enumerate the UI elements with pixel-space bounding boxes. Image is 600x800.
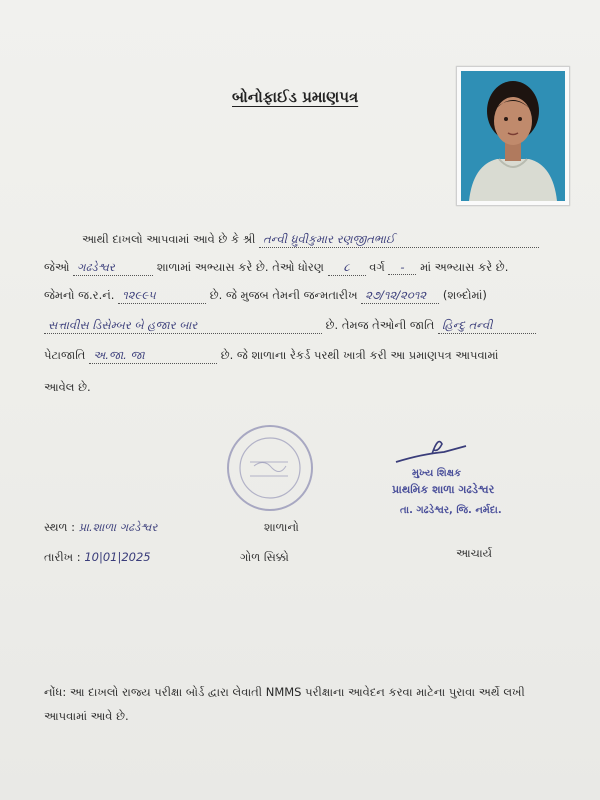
- certificate-title: બોનોફાઈડ પ્રમાણપત્ર: [232, 88, 359, 106]
- line-closing: આવેલ છે.: [44, 380, 91, 394]
- birth-date: ૨૭/૧૨/૨૦૧૨: [361, 288, 439, 304]
- caste-value: હિન્દુ તન્વી: [438, 318, 536, 334]
- place-label: સ્થળ :: [44, 520, 76, 534]
- stamp-line-1: મુખ્ય શિક્ષક: [412, 468, 462, 479]
- school-place: ગઢડેશ્વર: [73, 260, 153, 276]
- line4-mid: છે. તેમજ તેઓની જાતિ: [325, 318, 435, 332]
- birth-date-words: સત્તાવીસ ડિસેમ્બર બે હજાર બાર: [44, 318, 322, 334]
- date-row: [44, 550, 204, 565]
- subcaste-value: અ.જા. જા: [89, 348, 217, 364]
- line-birthwords: [44, 318, 536, 334]
- stamp-line-2: પ્રાથમિક શાળા ગઢડેશ્વર: [392, 483, 495, 496]
- line2-mid2: વર્ગ: [369, 260, 385, 274]
- line2-suffix: માં અભ્યાસ કરે છે.: [420, 260, 509, 274]
- line-register: [44, 288, 487, 304]
- place-value: પ્રા.શાળા ગઢડેશ્વર: [78, 520, 158, 534]
- line3-mid: છે. જે મુજબ તેમની જન્મતારીખ: [209, 288, 358, 302]
- line-subcaste: [44, 348, 498, 364]
- line5-suffix: છે. જે શાળાના રેકર્ડ પરથી ખાત્રી કરી આ પ્રમાણપત્ર આપવામાં: [220, 348, 499, 362]
- student-name: તન્વી ધ્રુવીકુમાર રણજીતભાઈ: [259, 232, 539, 248]
- principal-stamp: [392, 432, 552, 516]
- line-name: [82, 232, 539, 248]
- register-number: ૧૨૯૯૫: [118, 288, 206, 304]
- line3-suffix: (શબ્દોમાં): [442, 288, 487, 302]
- date-value: 10|01|2025: [84, 550, 151, 564]
- standard-value: ૮: [328, 260, 366, 276]
- division-value: -: [388, 260, 416, 275]
- seal-label-top: શાળાનો: [264, 520, 299, 534]
- line1-prefix: આથી દાખલો આપવામાં આવે છે કે શ્રી: [82, 232, 256, 246]
- signature-mark: [392, 432, 472, 468]
- round-seal: [224, 422, 316, 514]
- line3-prefix: જેમનો જ.ર.નં.: [44, 288, 115, 302]
- student-photo: [456, 66, 570, 206]
- principal-label: આચાર્ય: [456, 546, 493, 560]
- place-row: [44, 520, 219, 535]
- stamp-line-3: તા. ગઢડેશ્વર, જિ. નર્મદા.: [400, 505, 502, 516]
- date-label: તારીખ :: [44, 550, 81, 564]
- line2-prefix: જેઓ: [44, 260, 70, 274]
- seal-label-bottom: ગોળ સિક્કો: [240, 550, 289, 564]
- line2-mid: શાળામાં અભ્યાસ કરે છે. તેઓ ધોરણ: [156, 260, 324, 274]
- footer-note: નોંધ: આ દાખલો રાજ્ય પરીક્ષા બોર્ડ દ્વારા લેવાતી NMMS પરીક્ષાના આવેદન કરવા માટેના પુરાવા અર્થે લખી આપવામાં આવે છે.: [44, 685, 525, 723]
- line5-prefix: પેટાજાતિ: [44, 348, 86, 362]
- line-school: [44, 260, 508, 276]
